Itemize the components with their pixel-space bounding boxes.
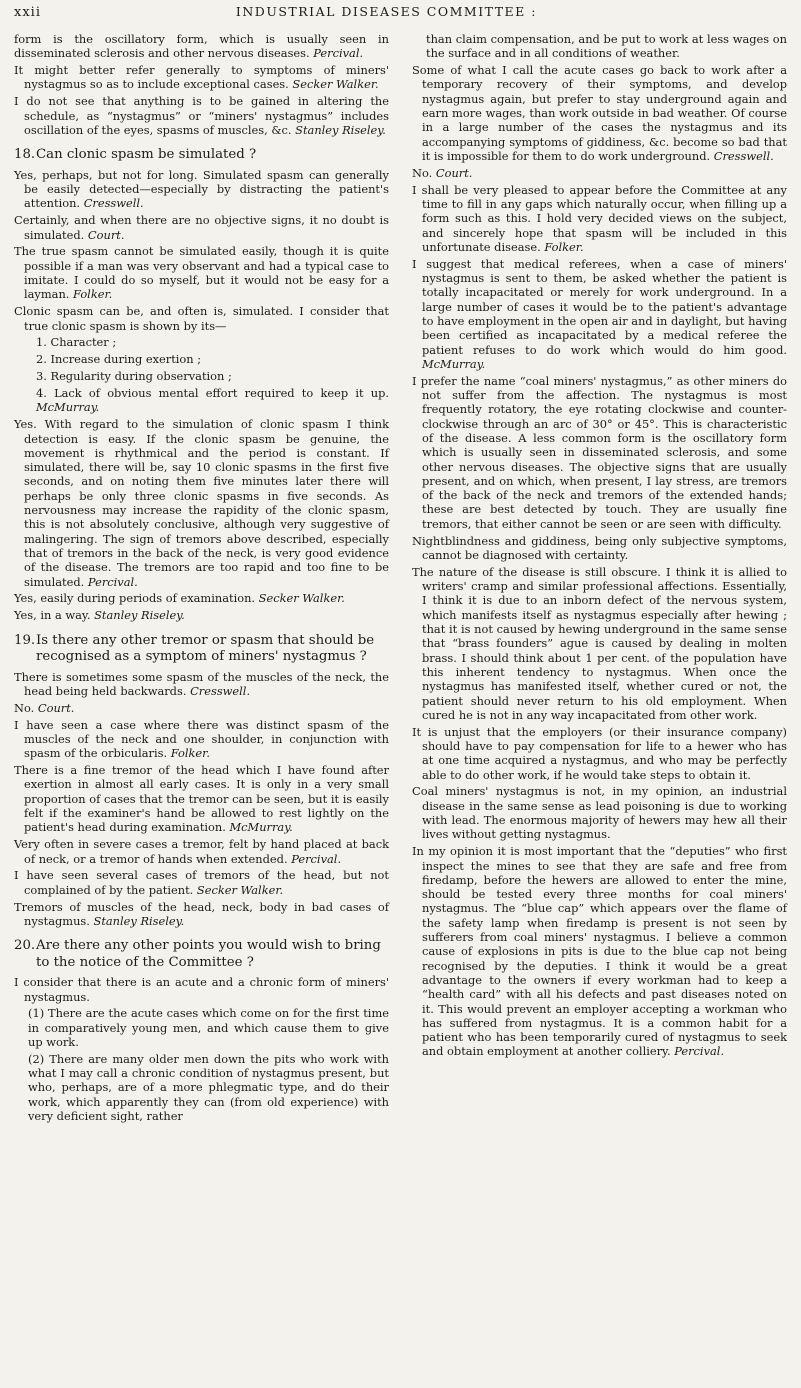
question-text: Can clonic spasm be simulated ? xyxy=(36,147,257,163)
paragraph: I have seen several cases of tremors of the head, but not complained of by the patient. Secker Walker. xyxy=(14,868,389,897)
paragraph: Coal miners' nystagmus is not, in my opinion, an industrial disease in the same sense as lead poisoning is due to working with lead. The enormous majority of hewers may hew all their lives without getting nystagmus. xyxy=(412,784,787,842)
respondent-name: Folker. xyxy=(73,287,113,302)
paragraph: Clonic spasm can be, and often is, simulated. I consider that true clonic spasm is shown by its— xyxy=(14,304,389,333)
left-column xyxy=(14,32,389,1126)
paragraph: (2) There are many older men down the pits who work with what I may call a chronic condition of nystagmus present, but who, perhaps, are of a more phlegmatic type, and do their work, which apparently they can (from old experience) with very deficient sight, rather xyxy=(28,1051,389,1124)
paragraph: I have seen a case where there was distinct spasm of the muscles of the neck and one shoulder, in conjunction with spasm of the orbicularis. Folker. xyxy=(14,717,389,761)
paragraph: I consider that there is an acute and a chronic form of miners' nystagmus. xyxy=(14,975,389,1004)
question-number: 19. xyxy=(14,632,36,648)
respondent-name: McMurray. xyxy=(36,400,100,415)
paragraph: I suggest that medical referees, when a case of miners' nystagmus is sent to them, be asked whether the patient is totally incapacitated or merely for work underground. In a large number of cases it would be to the patient's advantage to have employment in the open air and in daylight, but having been certified as incapacitated by a medical referee the patient refuses to do work which would do him good. McMurray. xyxy=(412,256,787,371)
paragraph: Very often in severe cases a tremor, felt by hand placed at back of neck, or a tremor of hands when extended. Percival. xyxy=(14,837,389,866)
question-text: Is there any other tremor or spasm that should be recognised as a symptom of miners' nystagmus ? xyxy=(36,632,375,665)
list-item: 2. Increase during exertion ; xyxy=(36,352,202,367)
respondent-name: Percival. xyxy=(313,46,364,61)
respondent-name: Folker. xyxy=(170,746,210,761)
question-number: 18. xyxy=(14,147,36,163)
respondent-name: Percival. xyxy=(291,851,342,866)
paragraph: The true spasm cannot be simulated easily, though it is quite possible if a man was very observant and had a typical case to imitate. I could do so myself, but it would not be easy for a layman. Folker. xyxy=(14,244,389,302)
paragraph: No. Court. xyxy=(14,700,75,715)
page-number: xxii xyxy=(14,5,41,20)
paragraph: I do not see that anything is to be gained in altering the schedule, as “nystagmus” or “miners' nystagmus” includes oscillation of the eyes, spasms of muscles, &c. Stanley Riseley. xyxy=(14,94,389,137)
respondent-name: Secker Walker. xyxy=(258,591,345,606)
list-item: 1. Character ; xyxy=(36,335,117,350)
paragraph: Yes, perhaps, but not for long. Simulated spasm can generally be easily detected—especially by distracting the patient's attention. Cresswell. xyxy=(14,167,389,211)
paragraph: than claim compensation, and be put to work at less wages on the surface and in all conditions of weather. xyxy=(426,32,787,61)
paragraph: It is unjust that the employers (or their insurance company) should have to pay compensation for life to a hewer who has at one time acquired a nystagmus, and who may be perfectly able to do other work, if he would take steps to obtain it. xyxy=(412,724,787,782)
paragraph: Yes, easily during periods of examination. Secker Walker. xyxy=(14,591,345,606)
respondent-name: Secker Walker. xyxy=(292,77,379,92)
respondent-name: Secker Walker. xyxy=(196,882,284,897)
paragraph: Some of what I call the acute cases go back to work after a temporary recovery of their symptoms, and develop nystagmus again, but prefer to stay underground again and earn more wages, than work outside in bad weather. Of course in a large number of the cases the nystagmus and its accompanying symptoms of giddiness, &c. become so bad that it is impossible for them to do work underground. Cresswell. xyxy=(412,63,787,163)
respondent-name: Percival. xyxy=(87,574,138,589)
paragraph: It might better refer generally to symptoms of miners' nystagmus so as to include exceptional cases. Secker Walker. xyxy=(14,63,389,92)
respondent-name: Stanley Riseley. xyxy=(93,913,185,928)
paragraph: form is the oscillatory form, which is usually seen in disseminated sclerosis and other nervous diseases. Percival. xyxy=(14,32,389,61)
question-20 xyxy=(14,938,389,971)
paragraph: There is sometimes some spasm of the muscles of the neck, the head being held backwards. Cresswell. xyxy=(14,669,389,698)
respondent-name: Court. xyxy=(435,165,473,180)
respondent-name: Cresswell. xyxy=(190,683,251,698)
respondent-name: Stanley Riseley. xyxy=(94,608,185,623)
respondent-name: McMurray. xyxy=(422,356,486,371)
paragraph: Yes. With regard to the simulation of clonic spasm I think detection is easy. If the clonic spasm be genuine, the movement is rhythmical and the period is constant. If simulated, there will be, say 10 clonic spasms in the first five seconds, and on noting them five minutes later there will perhaps be only three clonic spasms in five seconds. As nervousness may increase the rapidity of the clonic spasm, this is not absolutely conclusive, although very suggestive of malingering. The sign of tremors above described, especially that of tremors in the back of the neck, is very good evidence of the disease. The tremors are too rapid and too fine to be simulated. Percival. xyxy=(14,417,389,589)
question-18 xyxy=(14,147,389,164)
paragraph: In my opinion it is most important that the “deputies” who first inspect the mines to see that they are safe and free from firedamp, before the hewers are allowed to enter the mine, should be tested every three months for coal miners' nystagmus. The “blue cap” which appears over the flame of the safety lamp when firedamp is present is not seen by sufferers from coal miners' nystagmus. I believe a common cause of explosions in pits is due to the blue cap not being recognised by the deputies. I think it would be a great advantage to the owners if every workman had to keep a “health card” with all his defects and past diseases noted on it. This would prevent an employer accepting a workman who has suffered from nystagmus. It is a common habit for a patient who has been temporarily cured of nystagmus to seek and obtain employment at another colliery. Percival. xyxy=(412,844,787,1059)
list-item: 3. Regularity during observation ; xyxy=(36,369,232,384)
respondent-name: Court. xyxy=(37,700,75,715)
respondent-name: Court. xyxy=(87,227,125,242)
question-text: Are there any other points you would wish to bring to the notice of the Committee ? xyxy=(36,938,381,970)
right-column xyxy=(412,32,787,1126)
two-column-body xyxy=(14,32,787,1126)
paragraph: Certainly, and when there are no objective signs, it no doubt is simulated. Court. xyxy=(14,213,389,242)
respondent-name: Cresswell. xyxy=(713,148,774,163)
list-item: 4. Lack of obvious mental effort required to keep it up. McMurray. xyxy=(36,386,389,415)
paragraph: The nature of the disease is still obscure. I think it is allied to writers' cramp and similar professional affections. Essentially, I think it is due to an inborn defect of the nervous system, which manifests itself as nystagmus especially after hewing ; that it is not caused by hewing underground in the same sense that “brass founders” ague is caused by dealing in molten brass. I should think about 1 per cent. of the population have this inherent tendency to nystagmus. When once the nystagmus has manifested itself, whether cured or not, the patient should never return to his old employment. When cured he is not in any way incapacitated from other work. xyxy=(412,564,787,722)
paragraph: I prefer the name “coal miners' nystagmus,” as other miners do not suffer from the affection. The nystagmus is most frequently rotatory, the eye rotating clockwise and counter-clockwise through an arc of 30° or 45°. This is characteristic of the disease. A less common form is the oscillatory form which is usually seen in disseminated sclerosis, and some other nervous diseases. The objective signs that are usually present, and on which, when present, I lay stress, are tremors of the back of the neck and tremors of the extended hands; these are best detected by touch. They are usually fine tremors, that either cannot be seen or are seen with difficulty. xyxy=(412,373,787,531)
respondent-name: Stanley Riseley. xyxy=(295,122,386,137)
page-header xyxy=(14,4,787,26)
respondent-name: Percival. xyxy=(674,1044,725,1059)
respondent-name: Folker. xyxy=(544,239,584,254)
respondent-name: Cresswell. xyxy=(83,196,144,211)
paragraph: I shall be very pleased to appear before the Committee at any time to fill in any gaps which naturally occur, when filling up a form such as this. I hold very decided views on the subject, and sincerely hope that spasm will be included in this unfortunate disease. Folker. xyxy=(412,182,787,254)
paragraph: Nightblindness and giddiness, being only subjective symptoms, cannot be diagnosed with certainty. xyxy=(412,533,787,562)
paragraph: No. Court. xyxy=(412,165,473,180)
respondent-name: McMurray. xyxy=(229,820,293,835)
paragraph: (1) There are the acute cases which come on for the first time in comparatively young men, and which cause them to give up work. xyxy=(28,1006,389,1049)
running-title: INDUSTRIAL DISEASES COMMITTEE : xyxy=(235,4,537,19)
paragraph: Tremors of muscles of the head, neck, body in bad cases of nystagmus. Stanley Riseley. xyxy=(14,899,389,928)
question-number: 20. xyxy=(14,938,36,954)
paragraph: There is a fine tremor of the head which I have found after exertion in almost all early cases. It is only in a very small proportion of cases that the tremor can be seen, but it is easily felt if the examiner's hand be allowed to rest lightly on the patient's head during examination. McMurray. xyxy=(14,763,389,835)
question-19 xyxy=(14,633,389,666)
paragraph: Yes, in a way. Stanley Riseley. xyxy=(14,608,185,623)
